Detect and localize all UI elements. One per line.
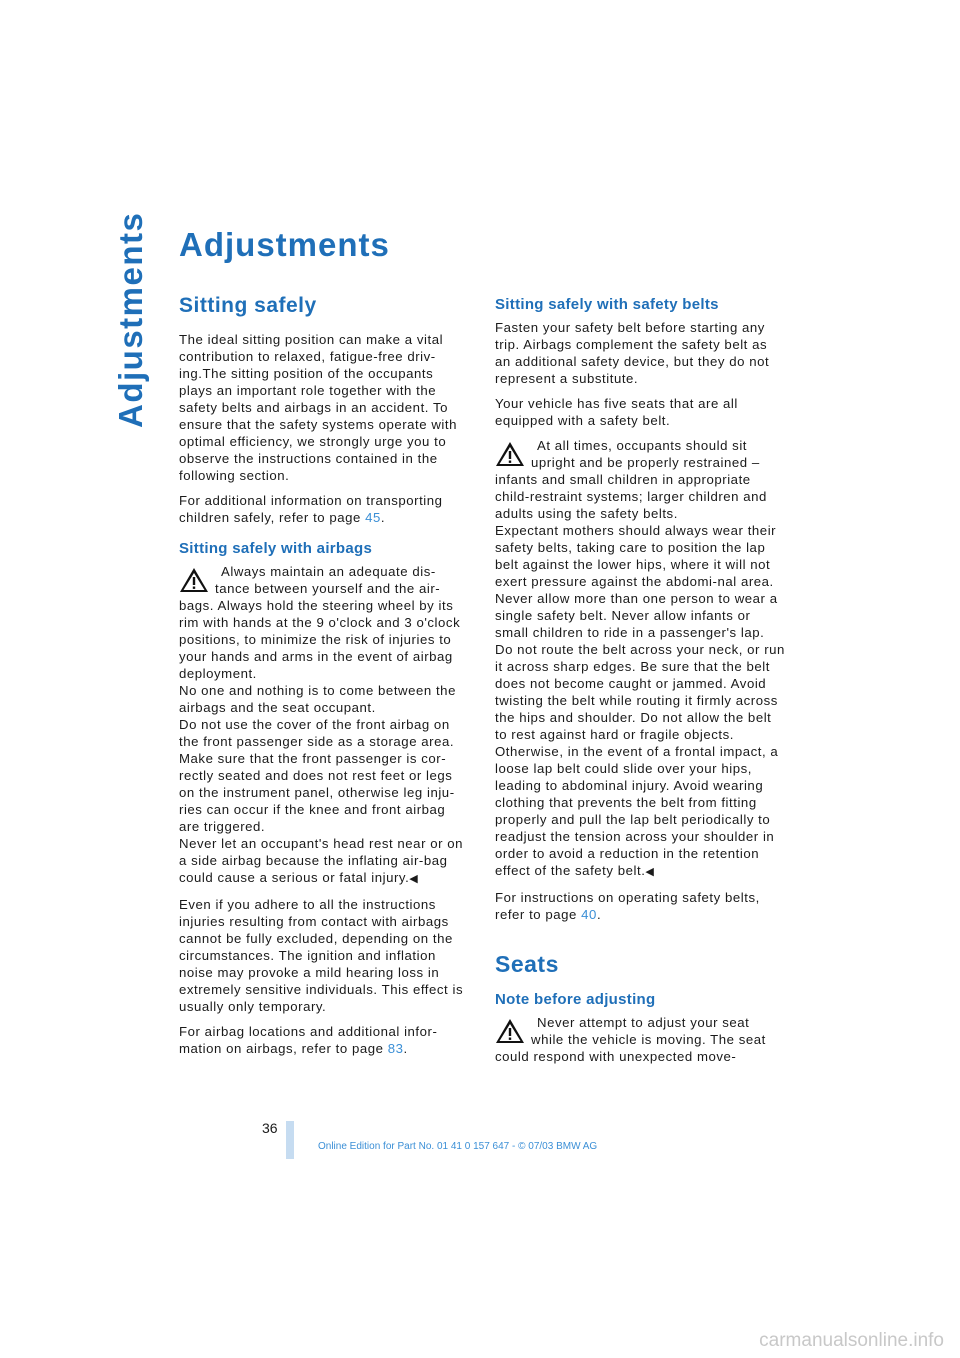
watermark: carmanualsonline.info [759, 1330, 944, 1351]
page-number: 36 [262, 1120, 278, 1136]
page-link-40[interactable]: 40 [581, 907, 597, 922]
warning-text: Never let an occupant's head rest near or on a side airbag because the inflating air-bag could cause a serious or fatal injury.◀ [179, 836, 464, 885]
page-link-83[interactable]: 83 [387, 1041, 404, 1056]
seat-warning [495, 1014, 785, 1065]
warning-text: Do not use the cover of the front airbag on the front passenger side as a storage area. Make sure that the front passenger is cor-rectly seated and does not rest feet or legs on the instrument panel, otherwise leg inju-ries can occur if the knee and front airbag are triggered. [179, 717, 455, 834]
five-seats-paragraph: Your vehicle has five seats that are all equipped with a safety belt. [495, 396, 738, 428]
warning-text: Always maintain an adequate dis-tance between yourself and the air-bags. Always hold the steering wheel by its rim with hands at the 9 o'clock and 3 o'clock positions, to minimize the risk of injuries to your hands and arms in the event of airbag deployment. [179, 564, 461, 681]
left-column [179, 294, 469, 1065]
warning-triangle-icon [495, 1018, 525, 1044]
heading-sitting-safely: Sitting safely [179, 294, 317, 317]
warning-text: Expectant mothers should always wear their safety belts, taking care to position the lap belt against the lower hips, where it will not exert pressure against the abdomi-nal area. [495, 523, 777, 589]
belt-instructions-paragraph: For instructions on operating safety belts, refer to page 40. [495, 890, 760, 922]
belt-warning [495, 437, 785, 881]
children-paragraph: For additional information on transporting children safely, refer to page 45. [179, 493, 443, 525]
heading-airbags: Sitting safely with airbags [179, 540, 373, 557]
airbag-injury-paragraph: Even if you adhere to all the instructions injuries resulting from contact with airbags cannot be fully excluded, depending on the circumstances. The ignition and inflation noise may provoke a mild hearing loss in extremely sensitive individuals. This effect is usually only temporary. [179, 897, 464, 1014]
warning-triangle-icon [179, 567, 209, 593]
warning-text: No one and nothing is to come between the airbags and the seat occupant. [179, 683, 456, 715]
belt-intro-paragraph: Fasten your safety belt before starting any trip. Airbags complement the safety belt as an additional safety device, but they do not represent a substitute. [495, 320, 770, 386]
intro-paragraph: The ideal sitting position can make a vital contribution to relaxed, fatigue-free driv-ing.The sitting position of the occupants plays an important role together with the safety belts and airbags in an accident. To ensure that the safety systems operate with optimal efficiency, we strongly urge you to observe the instructions contained in the following section. [179, 332, 458, 483]
end-marker: ◀ [645, 866, 655, 878]
margin-bar [286, 1121, 294, 1159]
airbag-locations-paragraph: For airbag locations and additional infor-mation on airbags, refer to page 83. [179, 1024, 438, 1056]
warning-text: Never attempt to adjust your seat while the vehicle is moving. The seat could respond with unexpected move- [495, 1015, 766, 1064]
side-section-title: Adjustments [112, 211, 149, 428]
warning-text: At all times, occupants should sit upright and be properly restrained – infants and small children in appropriate child-restraint systems; larger children and adults using the safety belts. [495, 438, 767, 521]
warning-triangle-icon [495, 441, 525, 467]
airbag-warning [179, 563, 469, 888]
page-title: Adjustments [179, 226, 390, 263]
warning-text: Never allow more than one person to wear a single safety belt. Never allow infants or small children to ride in a passenger's lap. Do not route the belt across your neck, or run it across sharp edges. Be sure that the belt does not become caught or jammed. Avoid twisting the belt while routing it firmly across the hips and shoulder. Do not allow the belt to rest against hard or fragile objects. Otherwise, in the event of a frontal impact, a loose lap belt could slide over your hips, leading to abdominal injury. Avoid wearing clothing that prevents the belt from fitting properly and pull the lap belt periodically to readjust the tension across your shoulder in order to avoid a reduction in the retention effect of the safety belt.◀ [495, 591, 785, 878]
page-link-45[interactable]: 45 [365, 510, 381, 525]
heading-seats: Seats [495, 951, 559, 977]
footer-text: Online Edition for Part No. 01 41 0 157 647 - © 07/03 BMW AG [318, 1141, 598, 1152]
heading-safety-belts: Sitting safely with safety belts [495, 296, 719, 313]
heading-note-before-adjusting: Note before adjusting [495, 991, 656, 1008]
end-marker: ◀ [409, 873, 419, 885]
right-column [495, 294, 785, 1073]
